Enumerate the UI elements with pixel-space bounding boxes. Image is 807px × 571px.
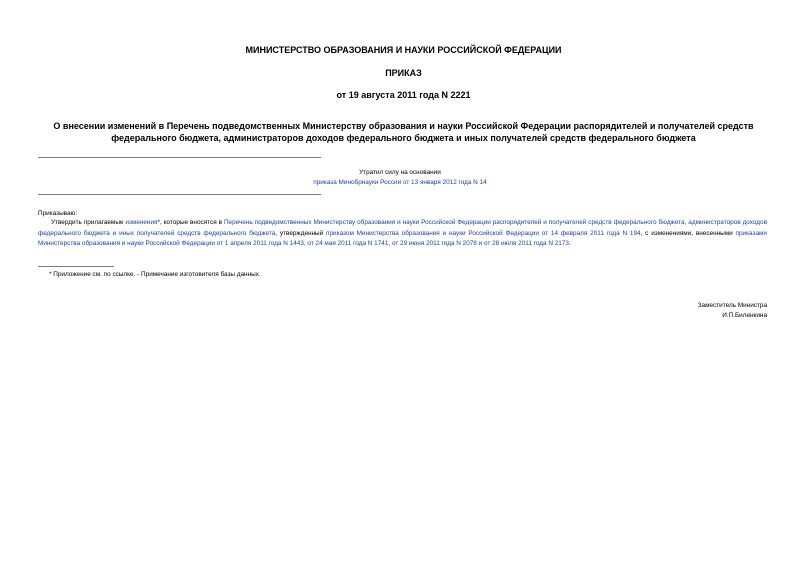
order-word: Приказываю: xyxy=(38,210,78,217)
paragraph-text-mid-3: , с изменениями, внесенными xyxy=(640,229,736,237)
list-document-link[interactable]: Перечень подведомственных Министерству образования и науки Российской Федерации распорядителей и получателей средств федерального бюджета, администраторов доходов федерального бюджета и иных получателей средств федерального бюджета xyxy=(38,219,767,237)
subject-line-2: федерального бюджета, администраторов доходов федерального бюджета и иных получателей средств федерального бюджета xyxy=(111,133,696,143)
document-type: ПРИКАЗ xyxy=(385,68,422,78)
signature-block xyxy=(567,301,767,321)
amending-orders-link[interactable]: приказами Министерства образования и науки Российской Федерации от 1 апреля 2011 года N 1443, от 24 мая 2011 года N 1741, от 29 июня 2011 года N 2078 и от 28 июля 2011 года N 2173 xyxy=(38,229,767,247)
status-note-text: Утратил силу на основании xyxy=(359,169,441,176)
divider-top xyxy=(38,157,321,158)
signature-position: Заместитель Министра xyxy=(697,302,767,309)
status-note-link[interactable]: приказа Минобрнауки России от 13 января 2012 года N 14 xyxy=(313,179,487,186)
status-note xyxy=(150,168,650,188)
ministry-heading: МИНИСТЕРСТВО ОБРАЗОВАНИЯ И НАУКИ РОССИЙСКОЙ ФЕДЕРАЦИИ xyxy=(245,45,562,55)
signature-name: И.П.Биленкина xyxy=(722,312,767,319)
footnote-divider xyxy=(38,266,114,267)
divider-bottom xyxy=(38,194,321,195)
paragraph-text-mid-1: *, которые вносятся в xyxy=(157,219,224,226)
subject-line-1: О внесении изменений в Перечень подведомственных Министерству образования и науки Российской Федерации распорядителей и получателей средств xyxy=(53,121,754,131)
document-subject xyxy=(40,120,767,144)
paragraph-text-mid-2: , утвержденный xyxy=(275,229,327,237)
order-paragraph xyxy=(38,218,767,250)
order-194-link[interactable]: приказом Министерства образования и науки Российской Федерации от 14 февраля 2011 года N 194 xyxy=(326,229,641,237)
changes-link[interactable]: изменения xyxy=(125,219,158,226)
paragraph-text-end: . xyxy=(568,240,571,247)
footnote: * Приложение см. по ссылке. - Примечание изготовителя базы данных. xyxy=(49,271,261,278)
document-date-number: от 19 августа 2011 года N 2221 xyxy=(336,90,471,100)
paragraph-text-start: Утвердить прилагаемые xyxy=(51,219,126,226)
